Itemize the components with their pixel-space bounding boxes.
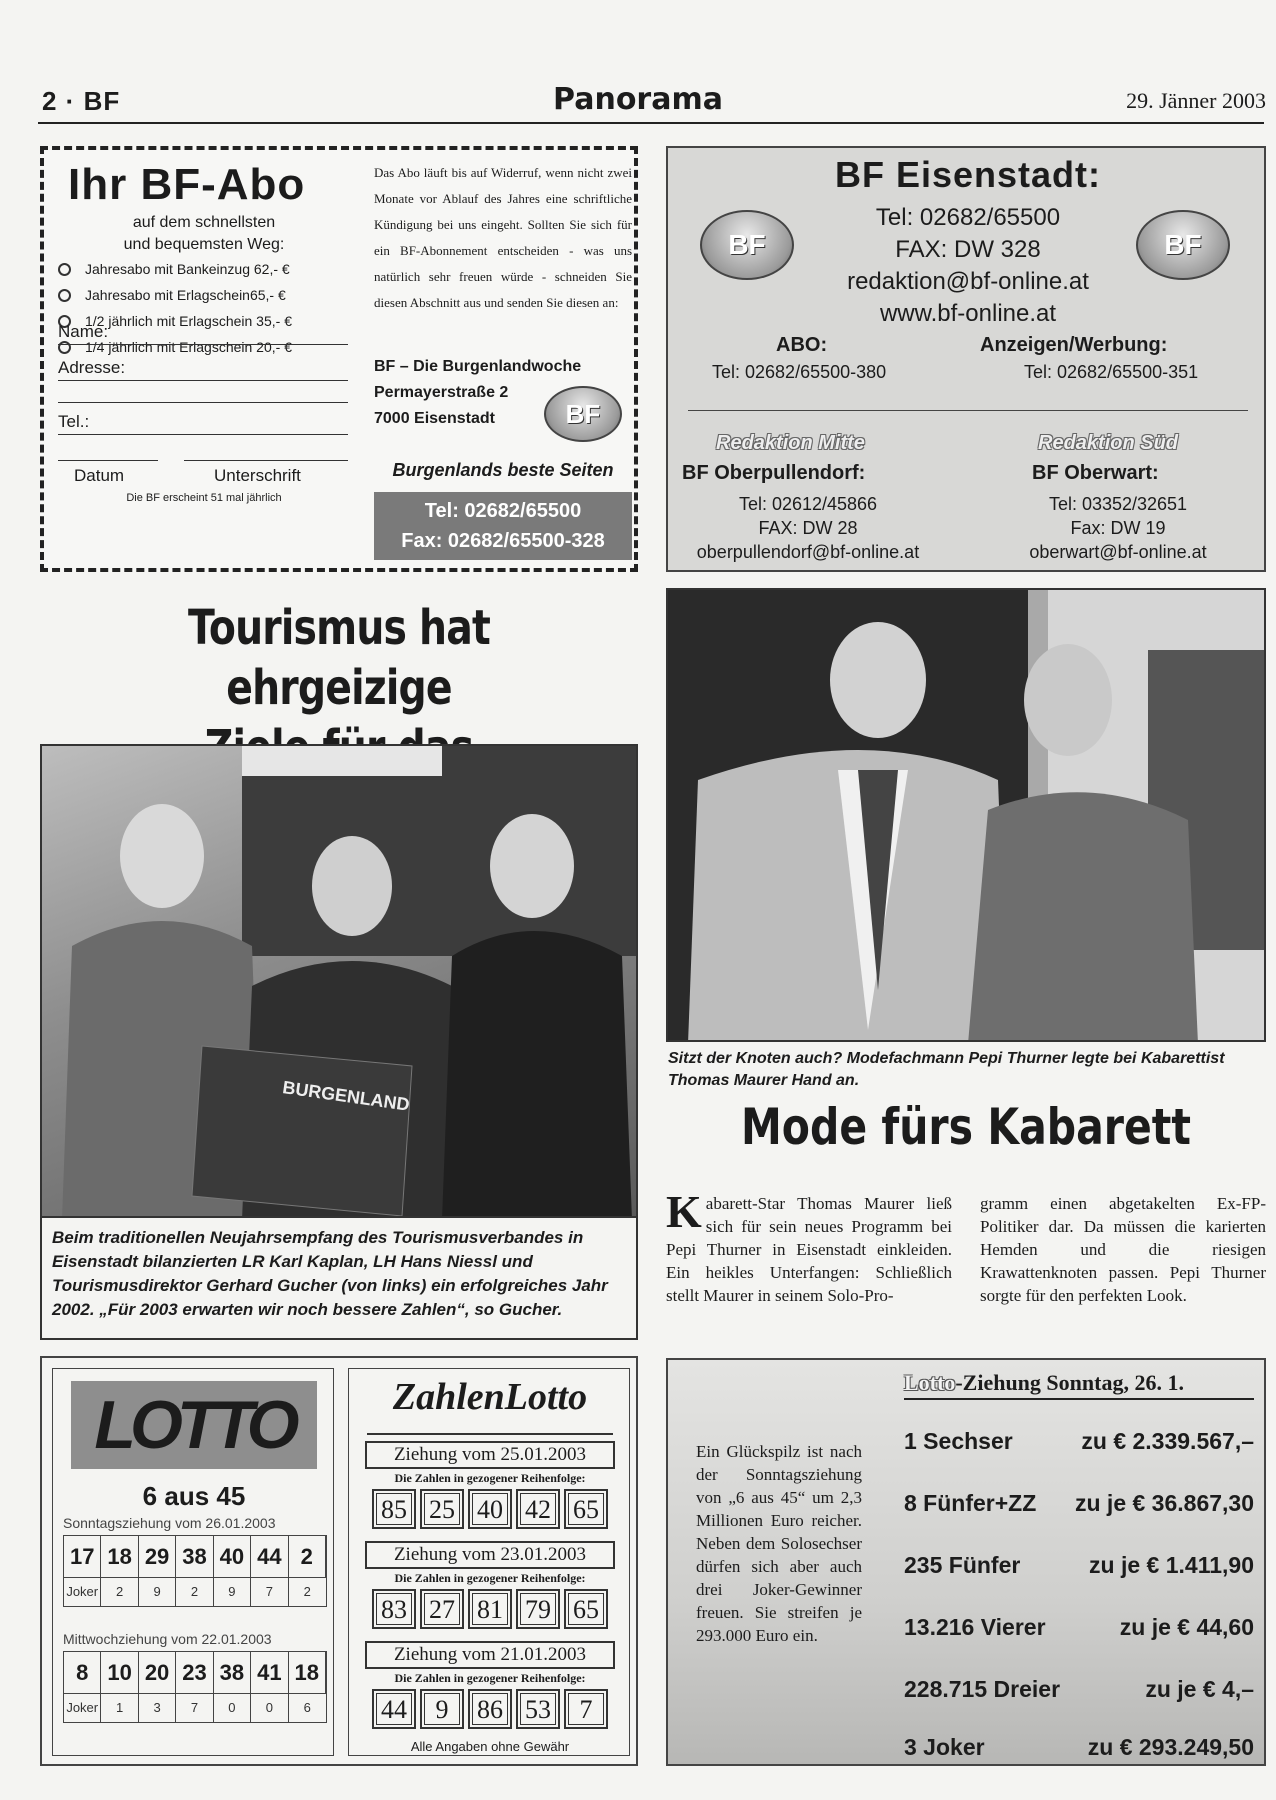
oberpullendorf-contact	[668, 492, 948, 564]
abo-title: Ihr BF-Abo	[68, 160, 306, 209]
abo-subtitle-line: auf dem schnellsten	[132, 214, 276, 231]
drawn-number: 27	[420, 1589, 464, 1629]
lotto-number: 23	[176, 1652, 213, 1694]
prize-count: 8 Fünfer+ZZ	[904, 1490, 1037, 1516]
draw-numbers	[365, 1589, 615, 1629]
prize-count: 3 Joker	[904, 1734, 985, 1760]
eisenstadt-contact	[668, 202, 1268, 330]
abo-frequency-note: Die BF erscheint 51 mal jährlich	[126, 492, 282, 504]
joker-digit: 7	[251, 1578, 288, 1606]
tel-field[interactable]: Tel.:	[58, 412, 348, 435]
drawn-number: 9	[420, 1689, 464, 1729]
drawn-number: 25	[420, 1489, 464, 1529]
bf-logo-icon: BF	[544, 386, 622, 442]
joker-digit: 2	[101, 1578, 138, 1606]
prize-amount: zu je € 1.411,90	[1089, 1552, 1254, 1578]
joker-digit: 3	[139, 1694, 176, 1722]
joker-label: Joker	[64, 1578, 101, 1606]
contact-phone: Tel: 02682/65500	[875, 204, 1061, 231]
tourism-photo	[40, 744, 638, 1218]
ziehung-title-rest: -Ziehung Sonntag, 26. 1.	[955, 1370, 1184, 1395]
contact-website[interactable]: www.bf-online.at	[879, 300, 1057, 327]
date-label: Datum	[74, 466, 125, 485]
lotto-draw-sunday	[63, 1535, 327, 1607]
lotto-zusatzzahl: 18	[289, 1652, 326, 1694]
abo-option-label: 1/2 jährlich mit Erlagschein 35,- €	[85, 313, 292, 329]
abo-fax: Fax: 02682/65500-328	[401, 530, 605, 552]
abo-phone-box	[374, 492, 632, 560]
lotto-results-box	[40, 1356, 638, 1766]
contact-fax: FAX: DW 28	[758, 518, 858, 538]
prize-count: 1 Sechser	[904, 1428, 1013, 1454]
abo-label: ABO:	[776, 334, 828, 356]
draw-numbers	[365, 1489, 615, 1529]
abo-tagline: Burgenlands beste Seiten	[392, 460, 614, 480]
draw-date: Ziehung vom 23.01.2003	[365, 1541, 615, 1569]
abo-terms: Das Abo läuft bis auf Widerruf, wenn nicht zwei Monate vor Ablauf des Jahres eine schriftliche Kündigung bei uns eingeht. Sollten Sie sich für ein BF-Abonnement entscheiden - was uns natürlich sehr freuen würde - schneiden Sie diesen Abschnitt aus und senden Sie diesen an:	[374, 165, 632, 310]
joker-digit: 2	[176, 1578, 213, 1606]
address-line: BF – Die Burgenlandwoche	[374, 358, 582, 375]
eisenstadt-title: BF Eisenstadt:	[834, 154, 1102, 195]
date-line[interactable]	[58, 460, 158, 461]
prize-row	[904, 1676, 1254, 1706]
joker-digit: 1	[101, 1694, 138, 1722]
section-title: Panorama	[553, 82, 723, 117]
lotto-number: 18	[101, 1536, 138, 1578]
prize-amount: zu je € 44,60	[1119, 1614, 1254, 1640]
drawn-number: 86	[468, 1689, 512, 1729]
abo-coupon	[40, 146, 638, 572]
ziehung-title-lotto: Lotto	[904, 1370, 956, 1395]
zahlenlotto-draw	[365, 1541, 615, 1629]
bf-logo-icon: BF	[1136, 210, 1230, 280]
ziehung-text: Ein Glückspilz ist nach der Sonntagsziehung von „6 aus 45“ um 2,3 Millionen Euro reicher. Neben dem Solosechser dürfen sich aber auch drei Joker-Gewinner freuen. Sie streifen je 293.000 Euro ein.	[696, 1442, 862, 1645]
joker-digit: 9	[214, 1578, 251, 1606]
tourism-caption-box	[40, 1218, 638, 1340]
ads-phone: Tel: 02682/65500-351	[1024, 362, 1199, 382]
lotto-subtitle: 6 aus 45	[142, 1481, 246, 1511]
lotto-number: 17	[64, 1536, 101, 1578]
tourism-photo-illustration	[42, 746, 638, 1218]
lotto-number: 8	[64, 1652, 101, 1694]
ads-label: Anzeigen/Werbung:	[980, 334, 1168, 356]
issue-date: 29. Jänner 2003	[1126, 88, 1266, 113]
contact-fax: Fax: DW 19	[1070, 518, 1166, 538]
contact-phone: Tel: 03352/32651	[1048, 494, 1188, 514]
joker-digit: 7	[176, 1694, 213, 1722]
draw-date: Ziehung vom 25.01.2003	[365, 1441, 615, 1469]
contact-email[interactable]: redaktion@bf-online.at	[847, 268, 1089, 295]
prize-row	[904, 1552, 1254, 1582]
abo-subtitle	[84, 212, 324, 256]
lotto-ziehung-box	[666, 1358, 1266, 1766]
prize-count: 13.216 Vierer	[904, 1614, 1046, 1640]
drawn-number: 65	[564, 1489, 608, 1529]
joker-label: Joker	[64, 1694, 101, 1722]
lotto-6aus45-panel	[52, 1368, 334, 1756]
draw-note: Die Zahlen in gezogener Reihenfolge:	[394, 1471, 586, 1485]
mode-photo	[666, 588, 1266, 1042]
address-field[interactable]: Adresse:	[58, 358, 348, 381]
address-line: 7000 Eisenstadt	[374, 410, 495, 427]
prize-row	[904, 1428, 1254, 1458]
lotto-logo: LOTTO	[71, 1381, 317, 1469]
draw-label: Sonntagsziehung vom 26.01.2003	[63, 1515, 276, 1531]
abo-phone: Tel: 02682/65500	[424, 500, 582, 522]
draw-numbers	[365, 1689, 615, 1729]
lotto-zusatzzahl: 2	[289, 1536, 326, 1578]
joker-digit: 2	[303, 1584, 311, 1599]
oberwart-contact	[978, 492, 1258, 564]
drawn-number: 40	[468, 1489, 512, 1529]
radio-icon[interactable]	[58, 263, 71, 276]
abo-option-label: Jahresabo mit Erlagschein65,- €	[85, 287, 286, 303]
prize-row	[904, 1734, 1254, 1764]
oberpullendorf-title: BF Oberpullendorf:	[682, 462, 866, 484]
joker-digit: 6	[303, 1700, 311, 1715]
prize-count: 228.715 Dreier	[904, 1676, 1061, 1702]
contact-email[interactable]: oberpullendorf@bf-online.at	[696, 542, 920, 562]
bf-logo-icon: BF	[700, 210, 794, 280]
zahlenlotto-panel	[348, 1368, 630, 1756]
mode-column-2: gramm einen abgetakelten Ex-FP-Politiker dar. Da müssen die karierten Hemden und die riesigen Krawattenknoten passen. Pepi Thurner sorgte für den perfekten Look.	[980, 1194, 1266, 1305]
lotto-number: 10	[101, 1652, 138, 1694]
abo-option-label: 1/4 jährlich mit Erlagschein 20,- €	[85, 339, 292, 355]
drawn-number: 83	[372, 1589, 416, 1629]
dropcap: K	[666, 1186, 702, 1237]
abo-option-label: Jahresabo mit Bankeinzug 62,- €	[85, 261, 290, 277]
mode-column-1	[666, 1186, 952, 1307]
prize-row	[904, 1614, 1254, 1644]
prize-amount: zu € 2.339.567,–	[1081, 1428, 1254, 1454]
lotto-number: 38	[176, 1536, 213, 1578]
abo-option[interactable]	[58, 282, 292, 308]
lotto-number: 38	[214, 1652, 251, 1694]
abo-subtitle-line: und bequemsten Weg:	[123, 236, 285, 253]
address-line-2[interactable]	[58, 402, 348, 403]
bag-logo: BURGENLAND	[281, 1077, 411, 1115]
eisenstadt-contact-box	[666, 146, 1266, 572]
lotto-draw-wednesday	[63, 1651, 327, 1723]
mode-caption: Sitzt der Knoten auch? Modefachmann Pepi Thurner legte bei Kabarettist Thomas Maurer Hand an.	[668, 1050, 1225, 1089]
draw-label: Mittwochziehung vom 22.01.2003	[63, 1631, 272, 1647]
lotto-number: 40	[214, 1536, 251, 1578]
prize-amount: zu je € 4,–	[1145, 1676, 1254, 1702]
drawn-number: 85	[372, 1489, 416, 1529]
draw-date: Ziehung vom 21.01.2003	[365, 1641, 615, 1669]
headline-line: Tourismus hat ehrgeizige	[188, 600, 490, 716]
ziehung-title	[904, 1370, 1254, 1400]
drawn-number: 79	[516, 1589, 560, 1629]
joker-digit: 9	[139, 1578, 176, 1606]
prize-row	[904, 1490, 1254, 1520]
lotto-number: 41	[251, 1652, 288, 1694]
column-text: abarett-Star Thomas Maurer ließ sich für sein neues Programm bei Pepi Thurner in Eisenstadt einkleiden. Ein heikles Unterfangen: Schließlich stellt Maurer in seinem Solo-Pro-	[666, 1194, 952, 1305]
divider	[688, 410, 1248, 411]
joker-digit: 0	[251, 1694, 288, 1722]
zahlenlotto-logo: ZahlenLotto	[367, 1375, 613, 1435]
abo-option[interactable]	[58, 256, 292, 282]
drawn-number: 7	[564, 1689, 608, 1729]
radio-icon[interactable]	[58, 289, 71, 302]
lotto-number: 44	[251, 1536, 288, 1578]
address-line: Permayerstraße 2	[374, 384, 509, 401]
tourism-caption: Beim traditionellen Neujahrsempfang des Tourismusverbandes in Eisenstadt bilanzierten LR Karl Kaplan, LH Hans Niessl und Tourismusdirektor Gerhard Gucher (von links) ein erfolgreiches Jahr 2002. „Für 2003 erwarten wir noch bessere Zahlen“, so Gucher.	[52, 1228, 608, 1319]
mode-headline: Mode fürs Kabarett	[740, 1098, 1192, 1156]
prize-amount: zu € 293.249,50	[1087, 1734, 1254, 1760]
zahlenlotto-draw	[365, 1641, 615, 1729]
drawn-number: 53	[516, 1689, 560, 1729]
drawn-number: 81	[468, 1589, 512, 1629]
mode-photo-illustration	[668, 590, 1266, 1042]
drawn-number: 42	[516, 1489, 560, 1529]
abo-phone: Tel: 02682/65500-380	[712, 362, 887, 382]
zahlenlotto-draw	[365, 1441, 615, 1529]
page-number: 2 · BF	[42, 86, 121, 116]
drawn-number: 65	[564, 1589, 608, 1629]
header-rule	[38, 122, 1264, 124]
draw-note: Die Zahlen in gezogener Reihenfolge:	[394, 1571, 586, 1585]
contact-email[interactable]: oberwart@bf-online.at	[1029, 542, 1207, 562]
draw-note: Die Zahlen in gezogener Reihenfolge:	[394, 1671, 586, 1685]
prize-count: 235 Fünfer	[904, 1552, 1021, 1578]
prize-amount: zu je € 36.867,30	[1074, 1490, 1254, 1516]
redaktion-mitte-heading: Redaktion Mitte	[716, 432, 865, 454]
name-field[interactable]: Name:	[58, 322, 348, 345]
drawn-number: 44	[372, 1689, 416, 1729]
joker-digit: 0	[214, 1694, 251, 1722]
contact-fax: FAX: DW 328	[895, 236, 1041, 263]
signature-label: Unterschrift	[214, 466, 301, 485]
disclaimer: Alle Angaben ohne Gewähr	[410, 1739, 570, 1754]
signature-line[interactable]	[184, 460, 348, 461]
redaktion-sued-heading: Redaktion Süd	[1038, 432, 1179, 454]
contact-phone: Tel: 02612/45866	[738, 494, 878, 514]
lotto-number: 20	[139, 1652, 176, 1694]
oberwart-title: BF Oberwart:	[1032, 462, 1159, 484]
lotto-number: 29	[139, 1536, 176, 1578]
